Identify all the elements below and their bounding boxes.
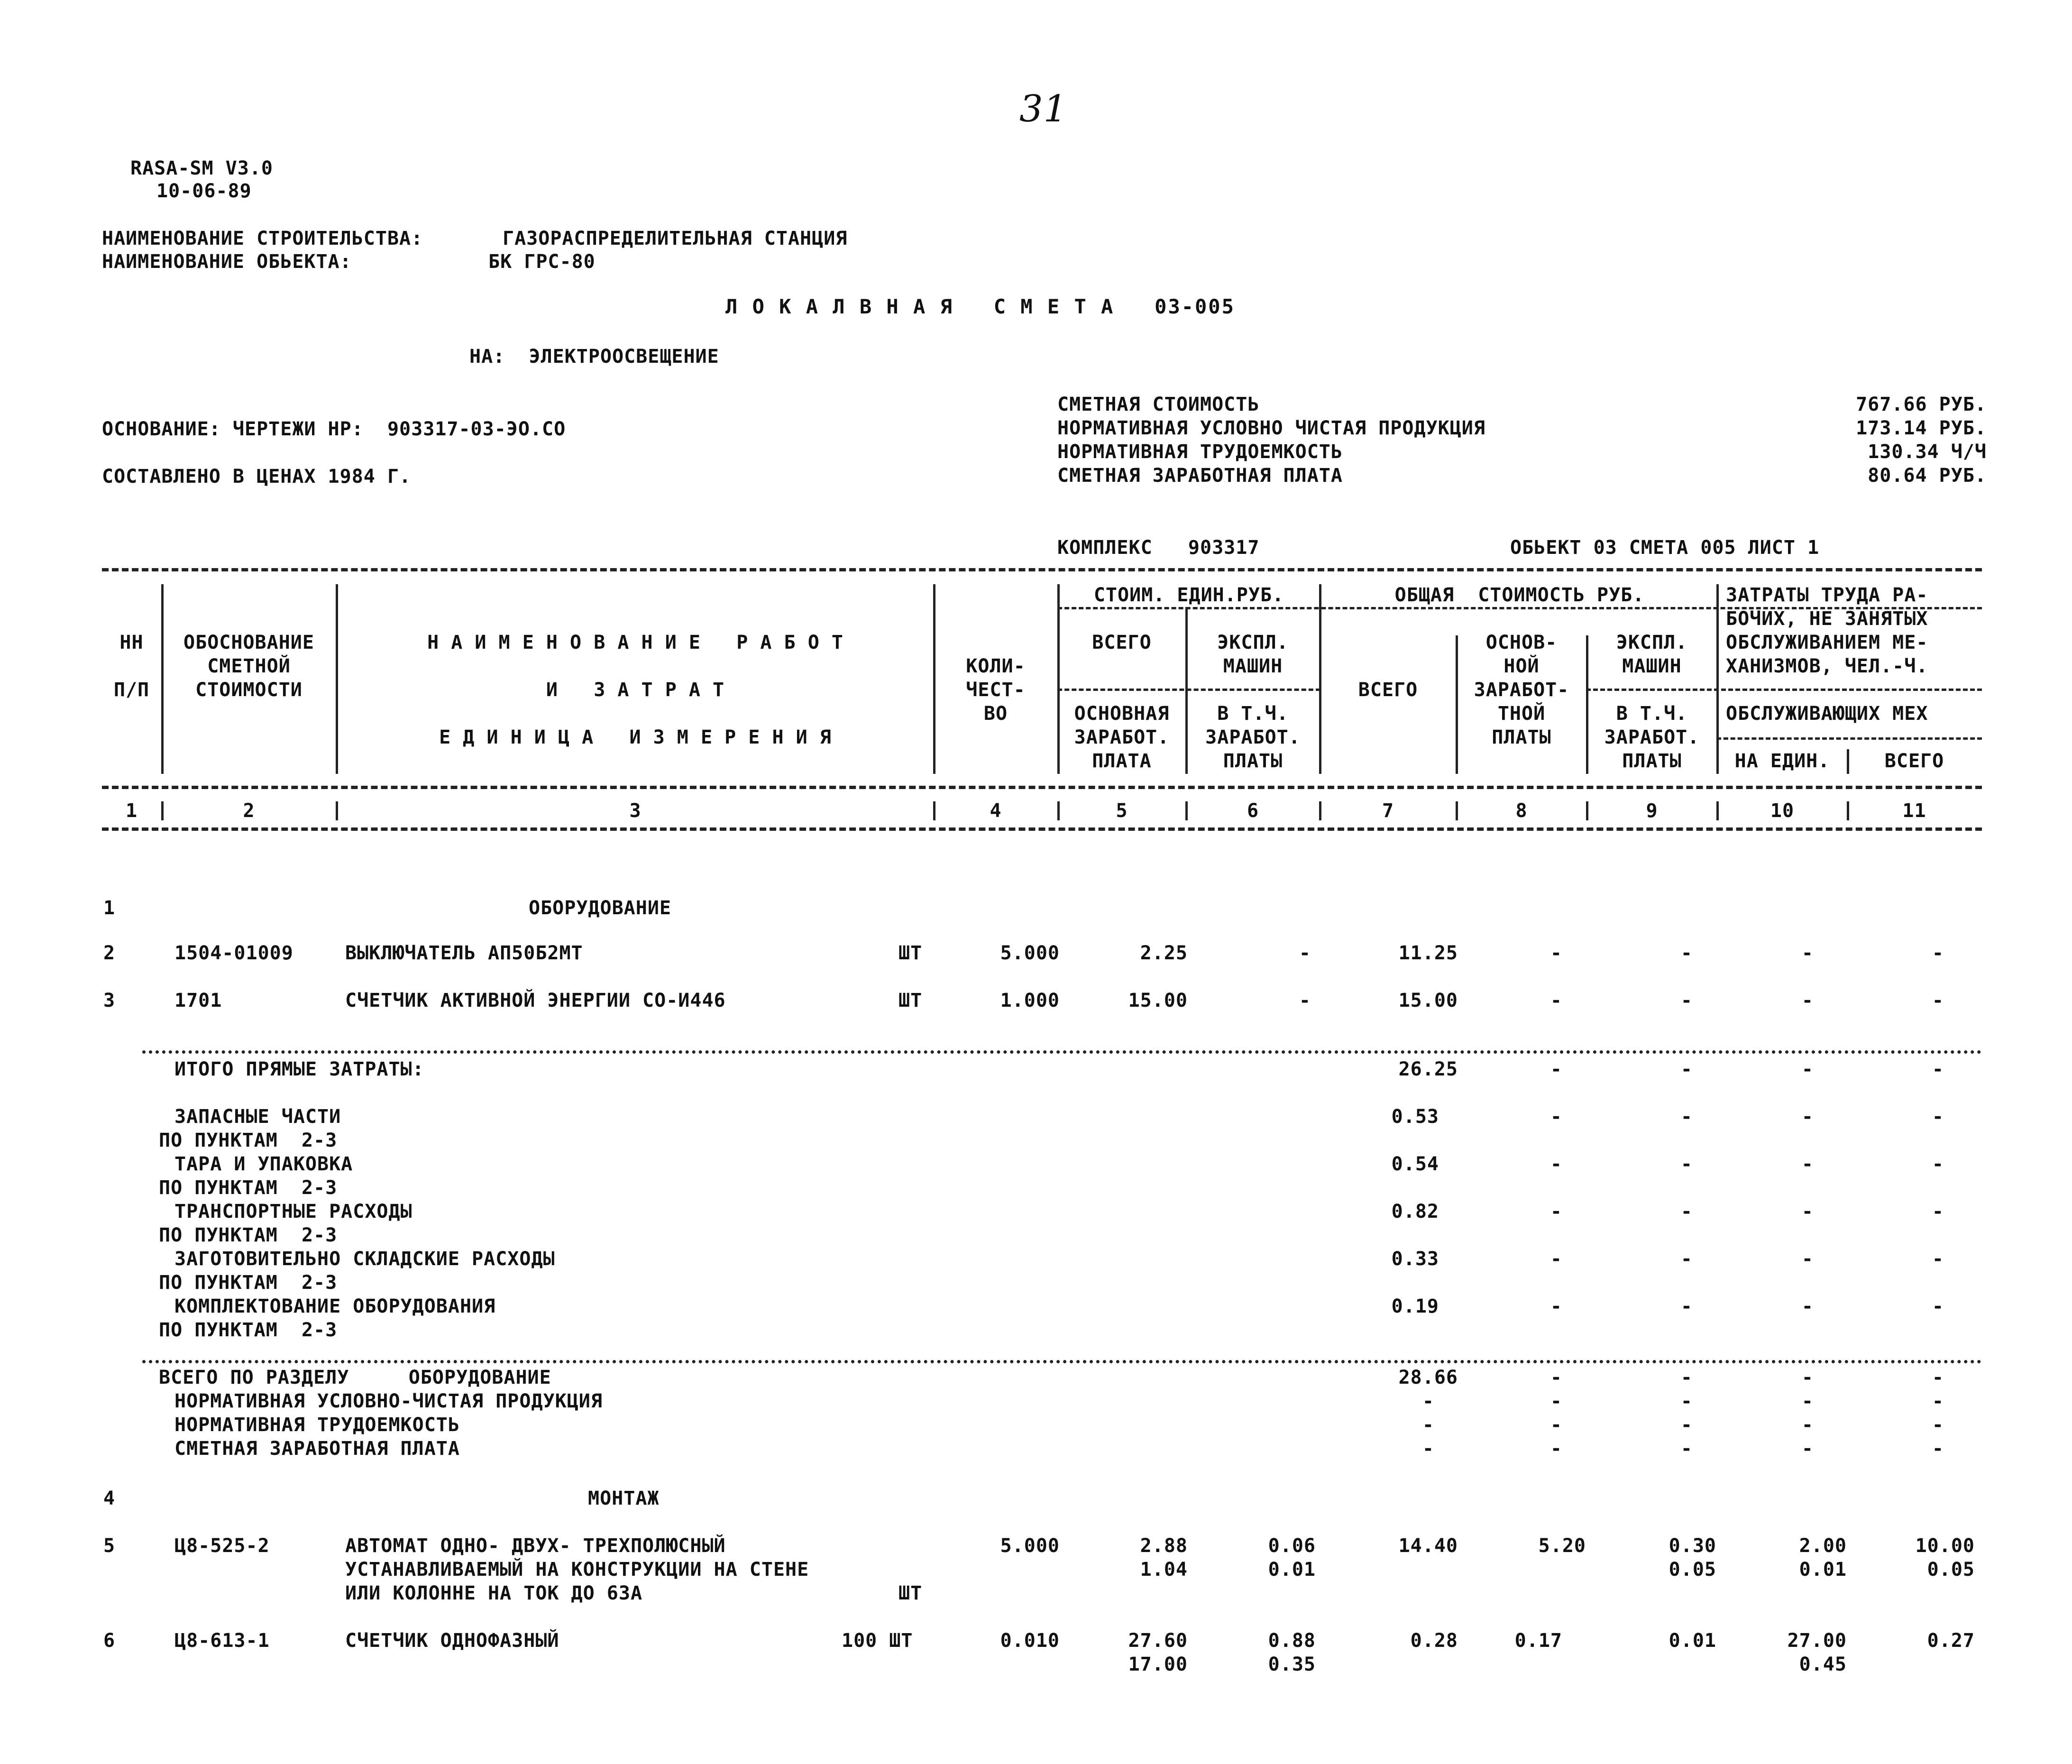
- row-c6: -: [1299, 990, 1311, 1011]
- col-number: 1: [125, 800, 138, 822]
- row-c8: -: [1550, 1248, 1562, 1270]
- col-number: 7: [1382, 800, 1394, 822]
- row-c9: -: [1680, 942, 1693, 964]
- row-c7: -: [1422, 1414, 1434, 1436]
- row-c5: 1.04: [1140, 1559, 1188, 1580]
- page-number: 31: [1019, 88, 1068, 130]
- row-c7: 26.25: [1398, 1058, 1458, 1080]
- col-sep: [161, 801, 164, 820]
- overhead-sub: ПО ПУНКТАМ 2-3: [159, 1319, 338, 1341]
- section-total-line: НОРМАТИВНАЯ ТРУДОЕМКОСТЬ: [174, 1414, 460, 1436]
- row-code: 1504-01009: [174, 942, 293, 964]
- section-total-label: ВСЕГО ПО РАЗДЕЛУ ОБОРУДОВАНИЕ: [159, 1367, 551, 1388]
- summary-label: СМЕТНАЯ СТОИМОСТЬ: [1057, 394, 1260, 415]
- col-number: 4: [990, 800, 1002, 822]
- row-c8: -: [1550, 1367, 1562, 1388]
- header-c8: ТНОЙ: [1497, 703, 1546, 725]
- row-c10: 0.01: [1799, 1559, 1847, 1580]
- row-c7: 15.00: [1398, 990, 1458, 1011]
- row-name: УСТАНАВЛИВАЕМЫЙ НА КОНСТРУКЦИИ НА СТЕНЕ: [345, 1559, 809, 1580]
- basis-line: ОСНОВАНИЕ: ЧЕРТЕЖИ НР: 903317-03-ЭО.СО: [102, 418, 566, 440]
- construction-label: НАИМЕНОВАНИЕ СТРОИТЕЛЬСТВА:: [102, 228, 423, 249]
- col-sep: [1057, 801, 1060, 820]
- section-title: ОБОРУДОВАНИЕ: [529, 897, 671, 919]
- row-qty: 5.000: [1000, 1535, 1060, 1557]
- row-c10: -: [1801, 1390, 1814, 1412]
- header-c3: Н А И М Е Н О В А Н И Е Р А Б О Т: [427, 632, 843, 653]
- header-c9: МАШИН: [1622, 655, 1682, 677]
- row-c5: 2.88: [1140, 1535, 1188, 1557]
- row-c10: -: [1801, 1248, 1814, 1270]
- col-sep: [1456, 801, 1458, 820]
- row-unit: ШТ: [898, 990, 923, 1011]
- row-c10: -: [1801, 990, 1814, 1011]
- header-c2: СТОИМОСТИ: [195, 679, 303, 701]
- row-c7: 0.53: [1391, 1106, 1439, 1128]
- row-c8: 5.20: [1538, 1535, 1586, 1557]
- row-c7: 0.19: [1391, 1295, 1439, 1317]
- row-c8: -: [1550, 990, 1562, 1011]
- header-c4: ВО: [983, 703, 1008, 725]
- row-c7: -: [1422, 1438, 1434, 1460]
- overhead-label: ТАРА И УПАКОВКА: [174, 1153, 353, 1175]
- col-sep: [933, 801, 935, 820]
- row-c10: -: [1801, 1058, 1814, 1080]
- col-number: 5: [1116, 800, 1128, 822]
- row-c10: -: [1801, 1153, 1814, 1175]
- section-total-line: НОРМАТИВНАЯ УСЛОВНО-ЧИСТАЯ ПРОДУКЦИЯ: [174, 1390, 603, 1412]
- header-rule-top: [102, 568, 1982, 571]
- row-number: 3: [103, 990, 116, 1011]
- complex-label: КОМПЛЕКС 903317: [1057, 537, 1260, 559]
- row-c10: -: [1801, 1201, 1814, 1222]
- header-total-cost: ОБЩАЯ СТОИМОСТЬ РУБ.: [1394, 584, 1645, 606]
- row-c7: 0.82: [1391, 1201, 1439, 1222]
- header-c6: МАШИН: [1223, 655, 1283, 677]
- summary-value: 173.14 РУБ.: [1856, 417, 1987, 439]
- header-c3: И З А Т Р А Т: [546, 679, 725, 701]
- dotted-separator: [142, 1050, 1982, 1054]
- row-unit: ШТ: [898, 1582, 923, 1604]
- col-sep: [933, 584, 935, 774]
- header-c9: В Т.Ч.: [1616, 703, 1688, 725]
- program-date: 10-06-89: [156, 180, 252, 202]
- construction-value: ГАЗОРАСПРЕДЕЛИТЕЛЬНАЯ СТАНЦИЯ: [503, 228, 848, 249]
- row-c8: -: [1550, 1058, 1562, 1080]
- summary-value: 130.34 Ч/Ч: [1868, 441, 1987, 463]
- summary-label: НОРМАТИВНАЯ ТРУДОЕМКОСТЬ: [1057, 441, 1343, 463]
- row-c9: -: [1680, 1390, 1693, 1412]
- header-inner-rule: [1057, 689, 1320, 691]
- row-c11: -: [1932, 1106, 1944, 1128]
- section-number: 1: [103, 897, 116, 919]
- col-sep: [336, 801, 338, 820]
- row-c9: -: [1680, 1201, 1693, 1222]
- row-c5: 2.25: [1140, 942, 1188, 964]
- col-number: 3: [629, 800, 642, 822]
- row-c9: 0.05: [1669, 1559, 1716, 1580]
- row-c11: -: [1932, 1390, 1944, 1412]
- header-c8: ЗАРАБОТ-: [1474, 679, 1569, 701]
- header-rule-mid: [102, 786, 1982, 789]
- header-c2: СМЕТНОЙ: [207, 655, 291, 677]
- header-c5: ВСЕГО: [1092, 632, 1152, 653]
- row-name: ВЫКЛЮЧАТЕЛЬ АП50Б2МТ: [345, 942, 583, 964]
- header-c5: ПЛАТА: [1092, 750, 1152, 772]
- row-code: 1701: [174, 990, 222, 1011]
- row-c8: -: [1550, 1153, 1562, 1175]
- row-c9: -: [1680, 1367, 1693, 1388]
- row-c11: -: [1932, 1438, 1944, 1460]
- col-number: 8: [1515, 800, 1528, 822]
- col-sep: [1319, 801, 1321, 820]
- row-c7: 0.54: [1391, 1153, 1439, 1175]
- prices-line: СОСТАВЛЕНО В ЦЕНАХ 1984 Г.: [102, 466, 412, 487]
- document-title: Л О К А Л В Н А Я С М Е Т А 03-005: [725, 295, 1235, 318]
- col-sep: [1319, 584, 1321, 774]
- col-number: 6: [1247, 800, 1259, 822]
- summary-label: СМЕТНАЯ ЗАРАБОТНАЯ ПЛАТА: [1057, 465, 1343, 487]
- header-c11: ВСЕГО: [1884, 750, 1944, 772]
- header-c9: ЭКСПЛ.: [1616, 632, 1688, 653]
- section-title: МОНТАЖ: [588, 1488, 660, 1509]
- row-c11: -: [1932, 1367, 1944, 1388]
- row-c9: -: [1680, 1295, 1693, 1317]
- row-c10: -: [1801, 1106, 1814, 1128]
- row-c10: -: [1801, 1438, 1814, 1460]
- overhead-sub: ПО ПУНКТАМ 2-3: [159, 1130, 338, 1151]
- row-c6: 0.88: [1268, 1630, 1316, 1652]
- row-c11: -: [1932, 1153, 1944, 1175]
- row-c10: -: [1801, 1295, 1814, 1317]
- row-c11: -: [1932, 1058, 1944, 1080]
- row-c5: 27.60: [1128, 1630, 1188, 1652]
- row-c9: -: [1680, 1058, 1693, 1080]
- header-c1: П/П: [113, 679, 150, 701]
- object-label: НАИМЕНОВАНИЕ ОБЬЕКТА:: [102, 251, 352, 273]
- col-number: 11: [1902, 800, 1926, 822]
- row-c9: 0.30: [1669, 1535, 1716, 1557]
- col-sep: [1716, 584, 1719, 774]
- header-c6: В Т.Ч.: [1217, 703, 1289, 725]
- row-name: АВТОМАТ ОДНО- ДВУХ- ТРЕХПОЛЮСНЫЙ: [345, 1535, 726, 1557]
- summary-label: НОРМАТИВНАЯ УСЛОВНО ЧИСТАЯ ПРОДУКЦИЯ: [1057, 417, 1485, 439]
- col-sep: [1586, 801, 1588, 820]
- header-labor: ОБСЛУЖИВАЮЩИХ МЕХ: [1726, 703, 1928, 725]
- row-name: СЧЕТЧИК ОДНОФАЗНЫЙ: [345, 1630, 559, 1652]
- row-c8: -: [1550, 1201, 1562, 1222]
- header-c8: НОЙ: [1504, 655, 1540, 677]
- row-c10: 2.00: [1799, 1535, 1847, 1557]
- header-c6: ЗАРАБОТ.: [1205, 726, 1301, 748]
- summary-value: 767.66 РУБ.: [1856, 394, 1987, 415]
- row-c10: 0.45: [1799, 1654, 1847, 1675]
- row-c6: 0.06: [1268, 1535, 1316, 1557]
- program-name: RASA-SM V3.0: [130, 157, 273, 179]
- row-c9: -: [1680, 1248, 1693, 1270]
- summary-value: 80.64 РУБ.: [1868, 465, 1987, 487]
- row-c11: -: [1932, 1414, 1944, 1436]
- header-c9: ПЛАТЫ: [1622, 750, 1682, 772]
- object-sheet: ОБЬЕКТ 03 СМЕТА 005 ЛИСТ 1: [1510, 537, 1820, 559]
- col-sep: [1716, 801, 1719, 820]
- row-c6: -: [1299, 942, 1311, 964]
- header-labor: ОБСЛУЖИВАНИЕМ МЕ-: [1726, 632, 1928, 653]
- row-c11: 0.05: [1927, 1559, 1975, 1580]
- row-c8: -: [1550, 1390, 1562, 1412]
- row-c11: 10.00: [1915, 1535, 1975, 1557]
- row-c11: -: [1932, 1248, 1944, 1270]
- row-qty: 1.000: [1000, 990, 1060, 1011]
- row-c7: 14.40: [1398, 1535, 1458, 1557]
- row-c7: 0.28: [1410, 1630, 1458, 1652]
- header-c6: ПЛАТЫ: [1223, 750, 1283, 772]
- row-c6: 0.01: [1268, 1559, 1316, 1580]
- header-c4: КОЛИ-: [966, 655, 1026, 677]
- overhead-label: ЗАПАСНЫЕ ЧАСТИ: [174, 1106, 341, 1128]
- row-c7: 28.66: [1398, 1367, 1458, 1388]
- row-c9: 0.01: [1669, 1630, 1716, 1652]
- row-c11: -: [1932, 1201, 1944, 1222]
- row-c11: -: [1932, 942, 1944, 964]
- row-qty: 0.010: [1000, 1630, 1060, 1652]
- row-c9: -: [1680, 1106, 1693, 1128]
- row-c9: -: [1680, 1438, 1693, 1460]
- row-c8: -: [1550, 1414, 1562, 1436]
- col-sep: [336, 584, 338, 774]
- row-c11: 0.27: [1927, 1630, 1975, 1652]
- row-c9: -: [1680, 990, 1693, 1011]
- document-subtitle: НА: ЭЛЕКТРООСВЕЩЕНИЕ: [469, 346, 719, 368]
- section-number: 4: [103, 1488, 116, 1509]
- header-c7: ВСЕГО: [1358, 679, 1418, 701]
- direct-total-label: ИТОГО ПРЯМЫЕ ЗАТРАТЫ:: [174, 1058, 424, 1080]
- header-unit-cost: СТОИМ. ЕДИН.РУБ.: [1093, 584, 1284, 606]
- header-c5: ОСНОВНАЯ: [1074, 703, 1170, 725]
- row-c8: -: [1550, 1438, 1562, 1460]
- col-sep: [1185, 801, 1188, 820]
- header-labor: БОЧИХ, НЕ ЗАНЯТЫХ: [1726, 608, 1928, 630]
- row-c8: -: [1550, 1106, 1562, 1128]
- row-name: СЧЕТЧИК АКТИВНОЙ ЭНЕРГИИ СО-И446: [345, 990, 726, 1011]
- row-c5: 15.00: [1128, 990, 1188, 1011]
- row-c8: -: [1550, 1295, 1562, 1317]
- row-name: ИЛИ КОЛОННЕ НА ТОК ДО 63А: [345, 1582, 643, 1604]
- header-c10: НА ЕДИН.: [1734, 750, 1830, 772]
- header-c1: НН: [119, 632, 144, 653]
- row-c10: -: [1801, 942, 1814, 964]
- header-c8: ПЛАТЫ: [1492, 726, 1551, 748]
- row-c8: 0.17: [1514, 1630, 1562, 1652]
- overhead-sub: ПО ПУНКТАМ 2-3: [159, 1177, 338, 1199]
- header-c8: ОСНОВ-: [1485, 632, 1558, 653]
- overhead-label: КОМПЛЕКТОВАНИЕ ОБОРУДОВАНИЯ: [174, 1295, 496, 1317]
- object-value: БК ГРС-80: [488, 251, 596, 273]
- overhead-label: ЗАГОТОВИТЕЛЬНО СКЛАДСКИЕ РАСХОДЫ: [174, 1248, 555, 1270]
- row-unit: 100 ШТ: [842, 1630, 913, 1652]
- overhead-sub: ПО ПУНКТАМ 2-3: [159, 1224, 338, 1246]
- row-c5: 17.00: [1128, 1654, 1188, 1675]
- row-c6: 0.35: [1268, 1654, 1316, 1675]
- header-inner-rule: [1586, 689, 1982, 691]
- row-qty: 5.000: [1000, 942, 1060, 964]
- header-c6: ЭКСПЛ.: [1217, 632, 1289, 653]
- row-c10: -: [1801, 1414, 1814, 1436]
- row-c7: 11.25: [1398, 942, 1458, 964]
- header-labor: ХАНИЗМОВ, ЧЕЛ.-Ч.: [1726, 655, 1928, 677]
- row-c7: -: [1422, 1390, 1434, 1412]
- section-total-line: СМЕТНАЯ ЗАРАБОТНАЯ ПЛАТА: [174, 1438, 460, 1460]
- header-inner-rule: [1716, 737, 1982, 740]
- header-labor: ЗАТРАТЫ ТРУДА РА-: [1726, 584, 1928, 606]
- row-c9: -: [1680, 1414, 1693, 1436]
- col-number: 2: [243, 800, 255, 822]
- header-c9: ЗАРАБОТ.: [1604, 726, 1700, 748]
- row-c10: 27.00: [1787, 1630, 1847, 1652]
- row-code: Ц8-613-1: [174, 1630, 270, 1652]
- row-unit: ШТ: [898, 942, 923, 964]
- header-c5: ЗАРАБОТ.: [1074, 726, 1170, 748]
- col-number: 9: [1646, 800, 1658, 822]
- row-c10: -: [1801, 1367, 1814, 1388]
- header-c4: ЧЕСТ-: [966, 679, 1026, 701]
- overhead-label: ТРАНСПОРТНЫЕ РАСХОДЫ: [174, 1201, 413, 1222]
- row-c9: -: [1680, 1153, 1693, 1175]
- overhead-sub: ПО ПУНКТАМ 2-3: [159, 1272, 338, 1294]
- row-c8: -: [1550, 942, 1562, 964]
- dotted-separator: [142, 1360, 1982, 1363]
- col-sep: [1847, 801, 1849, 820]
- row-c11: -: [1932, 990, 1944, 1011]
- header-rule-bottom: [102, 827, 1982, 831]
- row-c7: 0.33: [1391, 1248, 1439, 1270]
- row-number: 5: [103, 1535, 116, 1557]
- row-number: 6: [103, 1630, 116, 1652]
- header-c3: Е Д И Н И Ц А И З М Е Р Е Н И Я: [439, 726, 832, 748]
- col-number: 10: [1770, 800, 1795, 822]
- header-c2: ОБОСНОВАНИЕ: [183, 632, 314, 653]
- row-code: Ц8-525-2: [174, 1535, 270, 1557]
- row-number: 2: [103, 942, 116, 964]
- row-c11: -: [1932, 1295, 1944, 1317]
